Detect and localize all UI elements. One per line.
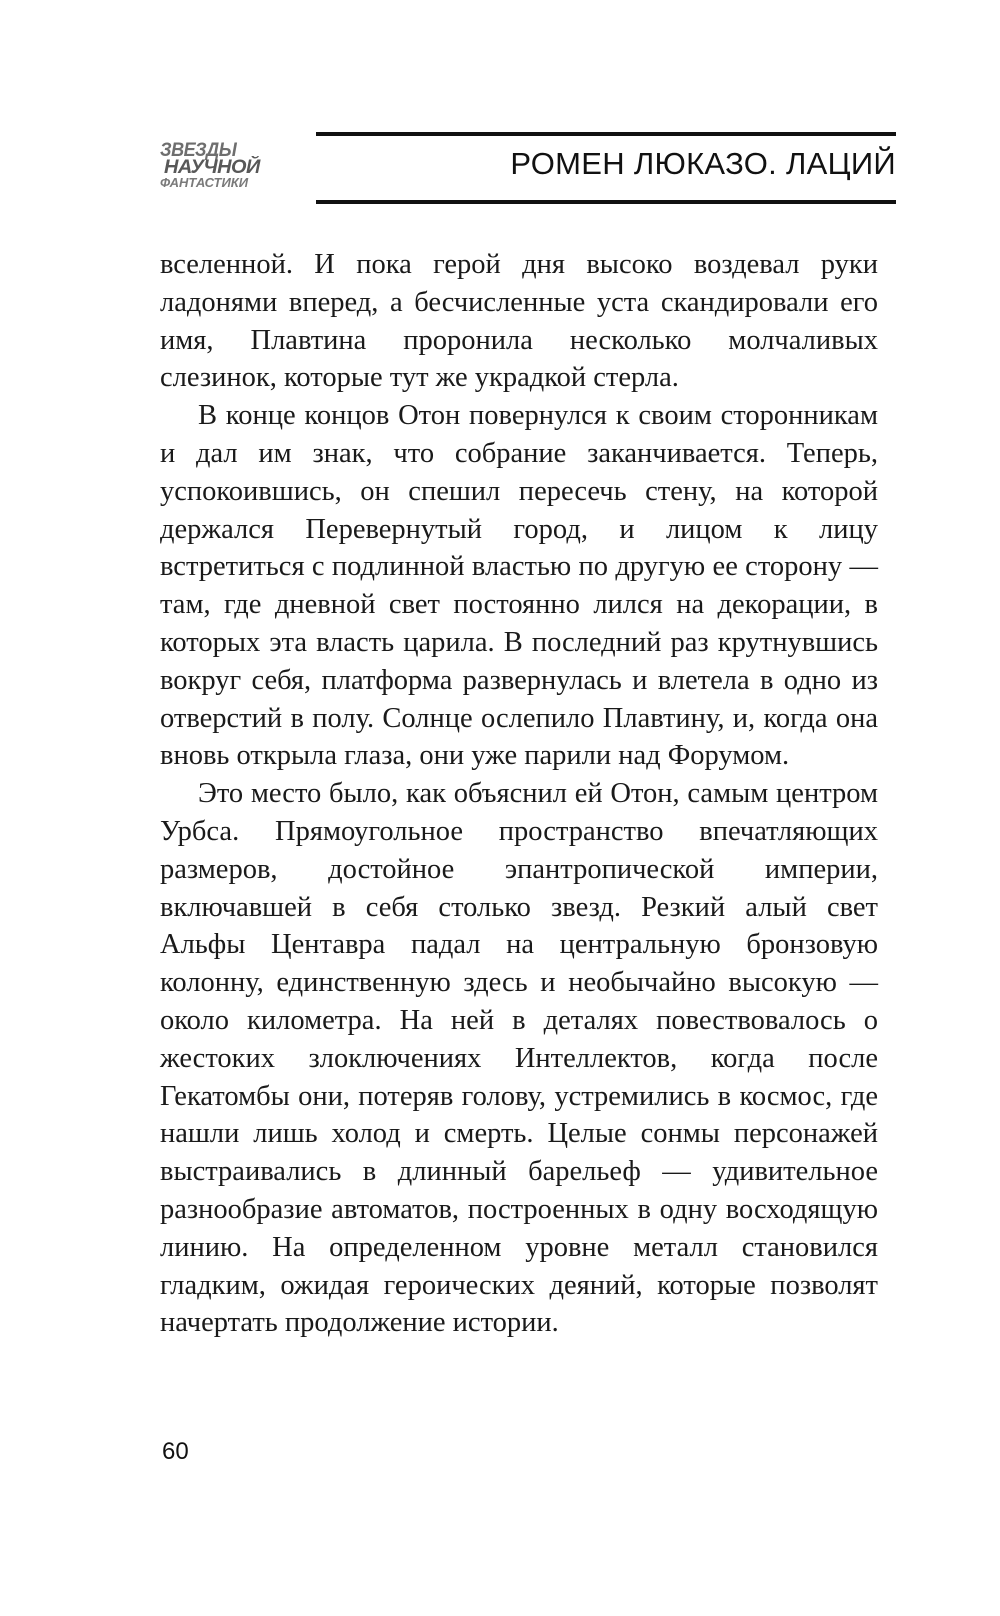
page-header [160, 132, 896, 204]
body-text [160, 246, 878, 1342]
series-logo-line-2: НАУЧНОЙ [164, 157, 260, 179]
header-rule-bottom [316, 200, 896, 204]
paragraph: В конце концов Отон повернулся к своим сторонникам и дал им знак, что собрание заканчивается. Теперь, успокоившись, он спешил пересечь стену, на которой держался Перевернутый город, и лицом к лицу встретиться с подлинной властью по другую ее сторону — там, где дневной свет постоянно лился на декорации, в которых эта власть царила. В последний раз крутнувшись вокруг себя, платформа развернулась и влетела в одно из отверстий в полу. Солнце ослепило Плавтину, и, когда она вновь открыла глаза, они уже парили над Форумом. [160, 400, 878, 772]
series-logo-line-3: ФАНТАСТИКИ [160, 174, 249, 190]
running-title: РОМЕН ЛЮКАЗО. ЛАЦИЙ [510, 146, 896, 181]
series-logo [160, 142, 278, 198]
paragraph: вселенной. И пока герой дня высоко воздевал руки ладонями вперед, а бесчисленные уста скандировали его имя, Плавтина проронила несколько молчаливых слезинок, которые тут же украдкой стерла. [160, 249, 878, 394]
header-rule-top [316, 132, 896, 136]
series-logo-line-1: ЗВЕЗДЫ [160, 140, 237, 161]
page-number: 60 [162, 1438, 189, 1465]
paragraph: Это место было, как объяснил ей Отон, самым центром Урбса. Прямоугольное пространство впечатляющих размеров, достойное эпантропической империи, включавшей в себя столько звезд. Резкий алый свет Альфы Центавра падал на центральную бронзовую колонну, единственную здесь и необычайно высокую — около километра. На ней в деталях повествовалось о жестоких злоключениях Интеллектов, когда после Гекатомбы они, потеряв голову, устремились в космос, где нашли лишь холод и смерть. Целые сонмы персонажей выстраивались в длинный барельеф — удивительное разнообразие автоматов, построенных в одну восходящую линию. На определенном уровне металл становился гладким, ожидая героических деяний, которые позволят начертать продолжение истории. [160, 778, 878, 1339]
